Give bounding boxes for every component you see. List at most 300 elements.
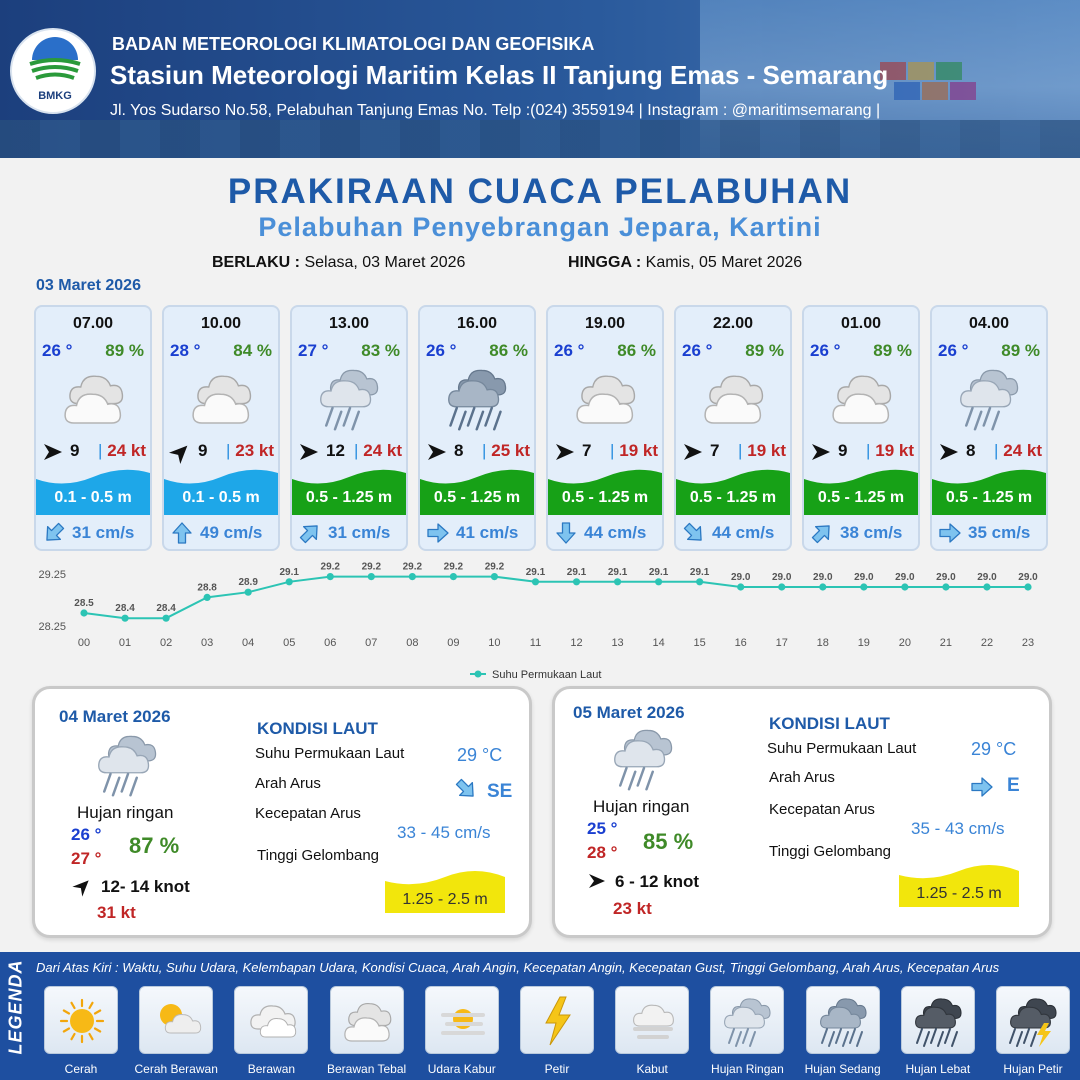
hour-wind (680, 441, 788, 463)
hour-current (932, 517, 1046, 549)
hour-weather-icon (440, 363, 516, 433)
wind-direction-icon (682, 442, 704, 462)
sst-data-point (819, 583, 826, 590)
hour-time: 19.00 (584, 315, 626, 332)
rain-light-icon (93, 729, 163, 799)
hour-temperature: 27 ° (298, 341, 329, 360)
legend-icon-box (901, 986, 975, 1054)
current-arrow-icon (677, 516, 711, 550)
x-tick-label: 11 (529, 637, 542, 649)
day-date: 04 Maret 2026 (59, 707, 171, 726)
sst-data-point (573, 578, 580, 585)
haze-icon (435, 993, 491, 1049)
sst-data-point (532, 578, 539, 585)
x-tick-label: 22 (980, 637, 994, 649)
sst-data-label: 29.1 (648, 566, 669, 578)
valid-to-label: HINGGA : (568, 254, 642, 271)
legend-icon-box (44, 986, 118, 1054)
sst-data-label: 29.1 (689, 566, 710, 578)
hour-time: 13.00 (328, 315, 370, 332)
x-tick-label: 13 (611, 637, 624, 649)
sst-data-label: 29.2 (320, 561, 340, 573)
hour-weather-icon (568, 363, 644, 433)
hour-humidity: 89 % (105, 341, 144, 360)
container-decor (936, 62, 962, 80)
hour-temperature: 26 ° (426, 341, 457, 360)
hour-temperature: 26 ° (682, 341, 713, 360)
sst-data-label: 29.2 (361, 561, 382, 573)
bmkg-logo-icon (12, 30, 98, 90)
hour-current-speed: 31 cm/s (72, 523, 135, 542)
hour-time: 16.00 (456, 315, 498, 332)
hour-wind-speed: 9 (198, 441, 208, 460)
container-decor (894, 82, 920, 100)
sst-data-point (162, 615, 169, 622)
legend-label: Hujan Petir (1003, 1062, 1063, 1076)
current-arrow-icon (426, 521, 450, 545)
page-subtitle: Pelabuhan Penyebrangan Jepara, Kartini (258, 212, 822, 242)
sst-data-point (409, 573, 416, 580)
x-tick-label: 23 (1021, 637, 1035, 649)
hour-gust: 24 kt (107, 441, 146, 460)
rain-heavy-icon (911, 993, 967, 1049)
hour-wave-height: 0.5 - 1.25 m (433, 489, 521, 506)
hour-current-speed: 44 cm/s (584, 523, 647, 542)
kondisi-laut-title: KONDISI LAUT (257, 719, 378, 738)
separator: | (354, 441, 359, 460)
rain-light-icon (609, 723, 679, 793)
hour-gust: 24 kt (363, 441, 402, 460)
current-arrow-icon (970, 774, 994, 800)
legend-item (516, 986, 598, 1080)
sst-value: 29 °C (457, 745, 503, 765)
hour-humidity: 89 % (745, 341, 784, 360)
container-decor (950, 82, 976, 100)
header-banner (0, 0, 1080, 158)
hour-wave-height: 0.5 - 1.25 m (305, 489, 393, 506)
sst-data-label: 29.0 (977, 572, 997, 583)
rain-light-icon (93, 729, 163, 799)
hour-time: 01.00 (840, 315, 882, 332)
thick-cloud-icon (824, 363, 900, 433)
hour-humidity: 89 % (873, 341, 912, 360)
legend-item (992, 986, 1074, 1080)
hour-card (674, 305, 792, 551)
legend-icon-box (996, 986, 1070, 1054)
sst-chart (0, 560, 1080, 690)
hour-time: 22.00 (712, 315, 754, 332)
hour-wave-height: 0.5 - 1.25 m (817, 489, 905, 506)
legend-item (706, 986, 788, 1080)
hour-card (162, 305, 280, 551)
x-tick-label: 20 (898, 637, 911, 649)
thick-cloud-icon (568, 363, 644, 433)
sst-data-label: 29.2 (402, 561, 423, 573)
day-condition: Hujan ringan (593, 797, 690, 816)
current-arrow-icon (448, 771, 483, 806)
sst-data-point (491, 573, 498, 580)
legend-icon-box (520, 986, 594, 1054)
hour-wind (296, 441, 404, 463)
hour-current-speed: 49 cm/s (200, 523, 263, 542)
sst-data-point (121, 615, 128, 622)
legend-label: Hujan Lebat (905, 1062, 971, 1076)
sst-data-point (450, 573, 457, 580)
x-tick-label: 00 (77, 637, 91, 649)
day-wind: 6 - 12 knot (615, 872, 700, 891)
rain-moderate-icon (440, 363, 516, 433)
y-tick-label: 29.25 (38, 569, 66, 581)
hour-current (804, 517, 918, 549)
hour-time: 04.00 (968, 315, 1010, 332)
legend-label: Berawan (247, 1062, 296, 1076)
hour-wave-height: 0.5 - 1.25 m (689, 489, 777, 506)
day-temp-max: 27 ° (71, 849, 102, 868)
hour-humidity: 84 % (233, 341, 272, 360)
rain-thunder-icon (1006, 993, 1062, 1049)
logo-text: BMKG (38, 90, 72, 102)
legend-label: Udara Kabur (427, 1062, 496, 1076)
sst-series-line (84, 577, 1028, 619)
current-arrow-icon (293, 516, 327, 550)
day-temp-min: 26 ° (71, 825, 102, 844)
sun-cloud-icon (149, 993, 205, 1049)
current-dir-label: Arah Arus (255, 775, 321, 792)
hour-temperature: 28 ° (170, 341, 201, 360)
hour-wind-speed: 12 (326, 441, 345, 460)
current-speed-value: 33 - 45 cm/s (397, 823, 491, 842)
hour-gust: 23 kt (235, 441, 274, 460)
separator: | (994, 441, 999, 460)
legend-label: Petir (544, 1062, 570, 1076)
current-arrow-icon (170, 521, 194, 545)
sst-data-point (327, 573, 334, 580)
current-speed-value: 35 - 43 cm/s (911, 819, 1005, 838)
sst-data-point (696, 578, 703, 585)
sst-data-point (860, 583, 867, 590)
sst-data-label: 29.0 (854, 572, 874, 583)
hour-wind-speed: 9 (70, 441, 80, 460)
hour-wave-height: 0.5 - 1.25 m (945, 489, 1033, 506)
day-gust: 23 kt (613, 899, 652, 918)
hour-temperature: 26 ° (554, 341, 585, 360)
hour-wave-height: 0.1 - 0.5 m (54, 489, 132, 506)
x-tick-label: 14 (652, 637, 665, 649)
hour-wave-height: 0.5 - 1.25 m (561, 489, 649, 506)
thick-cloud-icon (184, 363, 260, 433)
x-tick-label: 16 (734, 637, 747, 649)
hour-current (36, 517, 150, 549)
hour-wind (808, 441, 916, 463)
sst-data-label: 29.0 (895, 572, 915, 583)
wind-direction-icon (810, 442, 832, 462)
legend-item (897, 986, 979, 1080)
legend-label: Hujan Sedang (804, 1062, 881, 1076)
container-decor (908, 62, 934, 80)
legend-icon-box (710, 986, 784, 1054)
rain-light-icon (609, 723, 679, 793)
fog-icon (625, 993, 681, 1049)
x-tick-label: 17 (775, 637, 788, 649)
hour-wind (40, 441, 148, 463)
lightning-icon (530, 993, 586, 1049)
rain-light-icon (720, 993, 776, 1049)
sst-data-label: 29.0 (936, 572, 956, 583)
sst-data-label: 29.1 (525, 566, 546, 578)
current-arrow-icon (805, 516, 839, 550)
day-humidity: 87 % (129, 833, 180, 858)
thick-cloud-icon (340, 993, 396, 1049)
sst-label: Suhu Permukaan Laut (255, 745, 405, 762)
rain-light-icon (312, 363, 388, 433)
current-arrow-icon (938, 521, 962, 545)
separator: | (738, 441, 743, 460)
container-decor (922, 82, 948, 100)
legend-icon-box (425, 986, 499, 1054)
legend-label: Cerah Berawan (134, 1062, 218, 1076)
rain-moderate-icon (816, 993, 872, 1049)
sst-data-label: 29.0 (730, 572, 751, 583)
hour-temperature: 26 ° (42, 341, 73, 360)
header-floor (0, 120, 1080, 158)
separator: | (610, 441, 615, 460)
separator: | (482, 441, 487, 460)
separator: | (866, 441, 871, 460)
hour-weather-icon (824, 363, 900, 433)
legend-item (326, 986, 408, 1080)
sst-data-label: 29.1 (566, 566, 587, 578)
hour-current-speed: 41 cm/s (456, 523, 519, 542)
valid-from (212, 254, 465, 272)
hour-gust: 19 kt (875, 441, 914, 460)
thick-cloud-icon (56, 363, 132, 433)
legend-label: Cerah (64, 1062, 98, 1076)
hour-current (548, 517, 662, 549)
current-speed-label: Kecepatan Arus (255, 805, 361, 822)
sst-data-label: 28.4 (115, 603, 135, 615)
x-tick-label: 21 (939, 637, 953, 649)
day-panel-2 (552, 686, 1052, 938)
wind-direction-icon (70, 873, 97, 900)
sun-icon (54, 993, 110, 1049)
day-panel-1 (32, 686, 532, 938)
wave-label: Tinggi Gelombang (257, 847, 380, 864)
hour-gust: 24 kt (1003, 441, 1042, 460)
hour-humidity: 89 % (1001, 341, 1040, 360)
legend-item (611, 986, 693, 1080)
wind-direction-icon (554, 442, 576, 462)
legend-series-name: Suhu Permukaan Laut (492, 669, 602, 681)
current-arrow-icon (37, 516, 71, 550)
sst-data-label: 29.0 (1018, 572, 1038, 583)
valid-from-label: BERLAKU : (212, 254, 300, 271)
x-tick-label: 03 (201, 637, 214, 649)
sst-data-point (204, 594, 211, 601)
day-humidity: 85 % (643, 829, 694, 854)
sst-data-label: 28.9 (238, 577, 258, 589)
sst-data-label: 28.8 (197, 582, 217, 594)
legend-item (230, 986, 312, 1080)
legend-label: Berawan Tebal (327, 1062, 407, 1076)
x-tick-label: 18 (816, 637, 829, 649)
current-dir-label: Arah Arus (769, 769, 835, 786)
current-dir-value: SE (487, 781, 513, 802)
bmkg-logo (10, 28, 96, 114)
hour-wind-speed: 7 (710, 441, 720, 460)
hour-card (418, 305, 536, 551)
hour-weather-icon (56, 363, 132, 433)
x-tick-label: 10 (488, 637, 501, 649)
hour-wind-speed: 8 (966, 441, 976, 460)
x-tick-label: 07 (365, 637, 378, 649)
legend-description: Dari Atas Kiri : Waktu, Suhu Udara, Kelembapan Udara, Kondisi Cuaca, Arah Angin, Kecepatan Angin, Kecepatan Gust, Tinggi Gelombang, Arah Arus, Kecepatan Arus (36, 960, 1000, 975)
sst-data-point (614, 578, 621, 585)
wind-direction-icon (587, 872, 607, 890)
hour-wind (936, 441, 1044, 463)
wind-direction-icon (298, 442, 320, 462)
sst-data-label: 29.0 (813, 572, 833, 583)
sst-data-point (80, 609, 87, 616)
valid-to-value: Kamis, 05 Maret 2026 (645, 254, 803, 271)
sst-label: Suhu Permukaan Laut (767, 740, 917, 757)
hour-temperature: 26 ° (810, 341, 841, 360)
hour-card (930, 305, 1048, 551)
wave-height-value: 1.25 - 2.5 m (402, 891, 488, 908)
hour-current-speed: 38 cm/s (840, 523, 903, 542)
legend (0, 952, 1080, 1080)
hour-wind-speed: 8 (454, 441, 464, 460)
valid-from-value: Selasa, 03 Maret 2026 (304, 254, 466, 271)
sst-data-label: 28.4 (156, 603, 176, 615)
hour-wave-height: 0.1 - 0.5 m (182, 489, 260, 506)
hour-gust: 19 kt (619, 441, 658, 460)
sst-data-point (368, 573, 375, 580)
x-tick-label: 12 (570, 637, 583, 649)
legend-icon-box (615, 986, 689, 1054)
sst-data-label: 29.1 (607, 566, 628, 578)
legend-marker (475, 671, 482, 678)
hour-gust: 19 kt (747, 441, 786, 460)
x-tick-label: 05 (283, 637, 296, 649)
legend-icon-box (330, 986, 404, 1054)
sst-data-label: 29.0 (772, 572, 792, 583)
day1-date: 03 Maret 2026 (36, 277, 141, 294)
hour-weather-icon (696, 363, 772, 433)
day-date: 05 Maret 2026 (573, 703, 685, 722)
valid-to (568, 254, 802, 272)
page-title: PRAKIRAAN CUACA PELABUHAN (227, 172, 853, 211)
hour-temperature: 26 ° (938, 341, 969, 360)
hour-current-speed: 35 cm/s (968, 523, 1031, 542)
sst-data-point (901, 583, 908, 590)
x-tick-label: 06 (324, 637, 337, 649)
sst-data-point (737, 583, 744, 590)
wind-direction-icon (42, 442, 64, 462)
sst-data-label: 29.2 (484, 561, 505, 573)
kondisi-laut-title: KONDISI LAUT (769, 714, 890, 733)
hour-wind (552, 441, 660, 463)
legend-icon-box (806, 986, 880, 1054)
sst-data-point (942, 583, 949, 590)
legend-item (421, 986, 503, 1080)
sst-data-point (655, 578, 662, 585)
sst-data-point (286, 578, 293, 585)
day-condition: Hujan ringan (77, 803, 174, 822)
hour-card (290, 305, 408, 551)
hour-humidity: 86 % (489, 341, 528, 360)
hour-card (34, 305, 152, 551)
sst-data-point (1024, 583, 1031, 590)
x-tick-label: 08 (406, 637, 419, 649)
hour-humidity: 83 % (361, 341, 400, 360)
hour-wind (424, 441, 532, 463)
hour-weather-icon (952, 363, 1028, 433)
sst-data-point (778, 583, 785, 590)
station-name: Stasiun Meteorologi Maritim Kelas II Tanjung Emas - Semarang (110, 60, 889, 90)
hour-current (292, 517, 406, 549)
rain-light-icon (952, 363, 1028, 433)
legend-label: Kabut (636, 1062, 668, 1076)
x-tick-label: 01 (118, 637, 132, 649)
legend-item (802, 986, 884, 1080)
sst-data-label: 29.2 (443, 561, 464, 573)
hour-wind-speed: 7 (582, 441, 592, 460)
hour-time: 10.00 (200, 315, 242, 332)
hour-current-speed: 31 cm/s (328, 523, 391, 542)
legend-item (40, 986, 122, 1080)
legend-side (0, 952, 30, 1080)
separator: | (226, 441, 231, 460)
hour-current (676, 517, 790, 549)
hour-weather-icon (184, 363, 260, 433)
separator: | (98, 441, 103, 460)
x-tick-label: 19 (857, 637, 870, 649)
legend-label: Hujan Ringan (711, 1062, 784, 1076)
hour-card (802, 305, 920, 551)
hour-time: 07.00 (72, 315, 114, 332)
hour-gust: 25 kt (491, 441, 530, 460)
wind-direction-icon (938, 442, 960, 462)
legend-icon-box (139, 986, 213, 1054)
hour-weather-icon (312, 363, 388, 433)
hour-humidity: 86 % (617, 341, 656, 360)
sst-data-label: 29.1 (279, 566, 299, 578)
x-tick-label: 09 (447, 637, 460, 649)
wave-height-value: 1.25 - 2.5 m (916, 885, 1002, 902)
hour-wind (168, 441, 276, 463)
legend-title: LEGENDA (5, 959, 26, 1055)
y-tick-label: 28.25 (38, 621, 66, 633)
current-speed-label: Kecepatan Arus (769, 801, 875, 818)
wave-label: Tinggi Gelombang (769, 843, 892, 860)
x-tick-label: 04 (242, 637, 255, 649)
current-arrow-icon (554, 521, 578, 545)
day-temp-min: 25 ° (587, 819, 618, 838)
x-tick-label: 15 (693, 637, 706, 649)
sst-data-point (983, 583, 990, 590)
sst-data-point (245, 589, 252, 596)
org-name: BADAN METEOROLOGI KLIMATOLOGI DAN GEOFISIKA (112, 34, 595, 54)
wind-direction-icon (166, 437, 196, 467)
wind-direction-icon (426, 442, 448, 462)
legend-icon-box (234, 986, 308, 1054)
thick-cloud-icon (696, 363, 772, 433)
cloud-icon (244, 993, 300, 1049)
day-gust: 31 kt (97, 903, 136, 922)
hour-card (546, 305, 664, 551)
hour-current (420, 517, 534, 549)
day-wind: 12- 14 knot (101, 877, 190, 896)
